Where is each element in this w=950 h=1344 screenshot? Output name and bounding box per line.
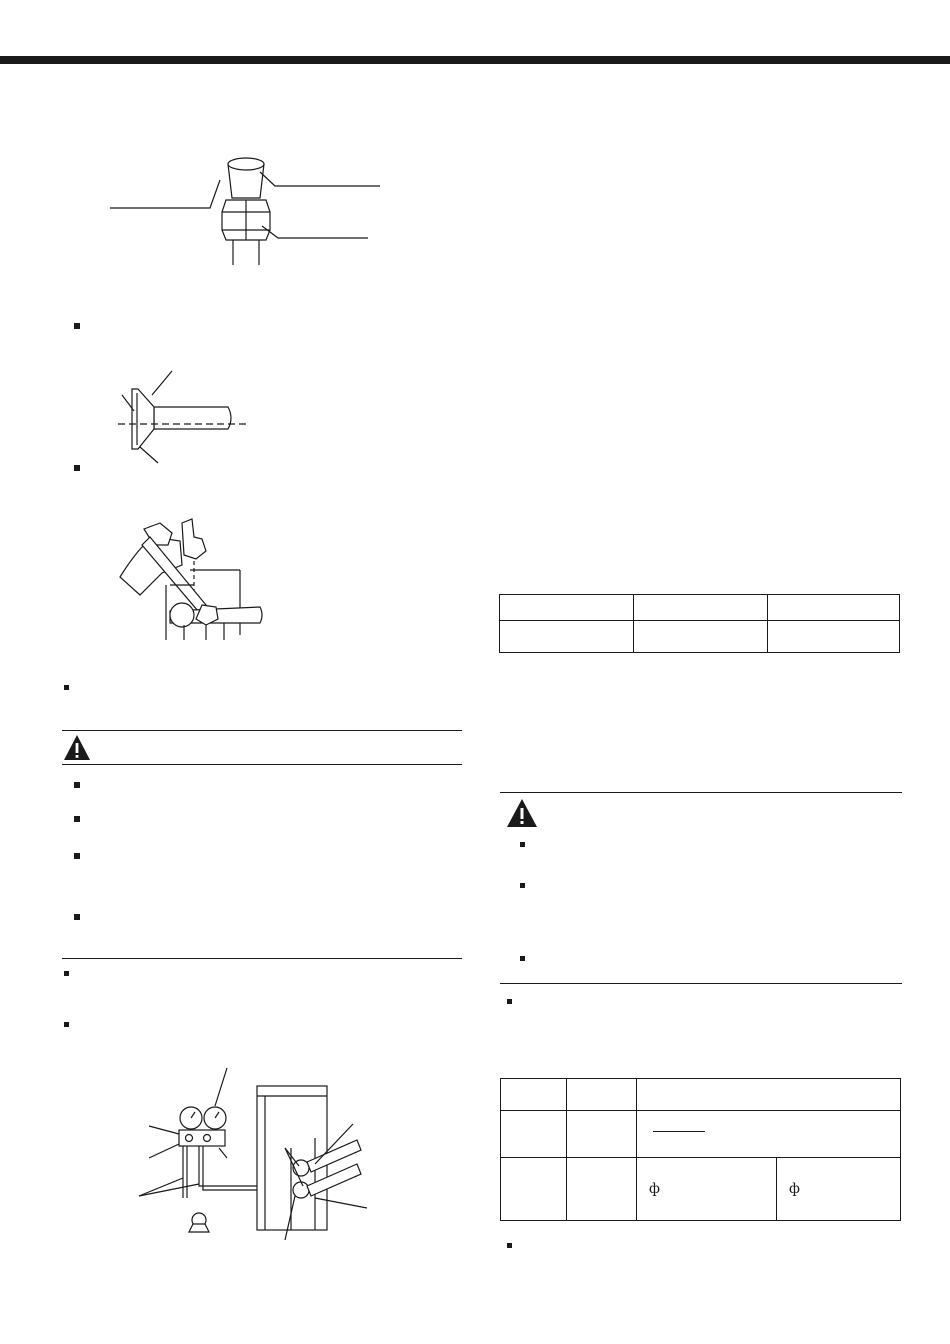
table-cell (637, 1158, 777, 1221)
bullet-marker (74, 782, 80, 788)
specification-table-2 (500, 1078, 901, 1221)
table-cell (777, 1158, 901, 1221)
table-cell (501, 1111, 567, 1158)
underline-mark (653, 1131, 705, 1132)
table-cell (500, 621, 634, 653)
bullet-marker (507, 999, 512, 1004)
table-cell (500, 595, 634, 621)
flare-nut-illustration (100, 150, 390, 270)
bullet-marker (520, 842, 525, 847)
bullet-marker (64, 971, 69, 976)
table-cell (634, 621, 768, 653)
phi-symbol: ф (789, 1181, 800, 1197)
bullet-marker (74, 853, 80, 859)
bullet-marker (64, 1022, 69, 1027)
bullet-marker (507, 1243, 512, 1248)
caution-bottom-rule (62, 958, 462, 959)
bullet-marker (520, 956, 525, 961)
caution-bottom-rule (500, 983, 902, 984)
vacuum-pump-connection-diagram (135, 1068, 370, 1240)
caution-top-rule (500, 792, 902, 793)
table-cell (634, 595, 768, 621)
table-cell (501, 1158, 567, 1221)
bullet-marker (74, 465, 80, 471)
table-cell (637, 1079, 901, 1111)
table-cell (768, 595, 900, 621)
warning-triangle-icon (62, 733, 92, 763)
caution-top-rule (62, 730, 462, 731)
table-cell (768, 621, 900, 653)
bullet-marker (74, 323, 80, 329)
torque-wrench-illustration (110, 515, 270, 640)
bullet-marker (64, 685, 69, 690)
table-cell (637, 1111, 901, 1158)
table-cell (501, 1079, 567, 1111)
table-cell (567, 1158, 637, 1221)
bullet-marker (74, 914, 80, 920)
specification-table-1 (499, 594, 900, 653)
flare-pipe-illustration (110, 365, 260, 465)
table-cell (567, 1111, 637, 1158)
caution-header-rule (62, 764, 462, 765)
bullet-marker (520, 883, 525, 888)
phi-symbol: ф (649, 1181, 660, 1197)
bullet-marker (74, 816, 80, 822)
table-cell (567, 1079, 637, 1111)
warning-triangle-icon (505, 797, 539, 829)
header-bar (0, 56, 950, 64)
